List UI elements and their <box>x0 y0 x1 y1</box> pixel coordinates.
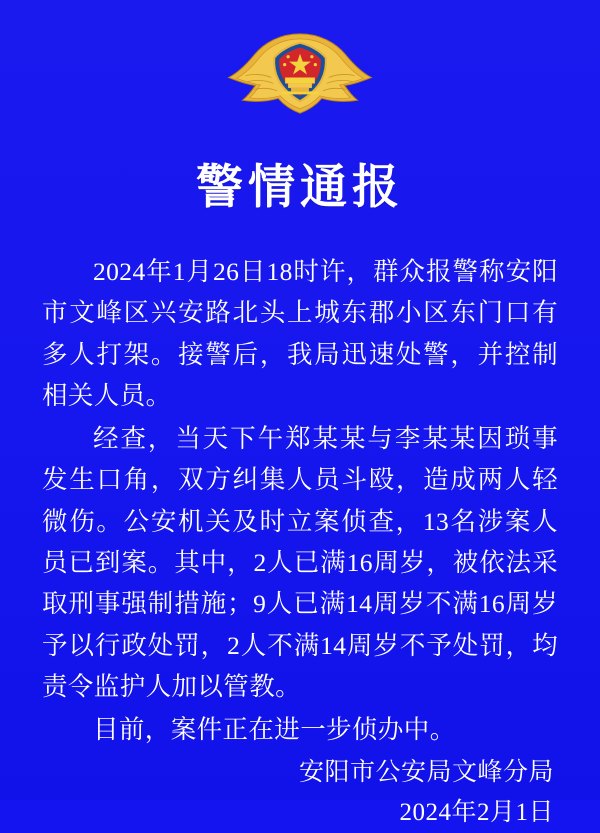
body-paragraph-1: 2024年1月26日18时许，群众报警称安阳市文峰区兴安路北头上城东郡小区东门口有多人打架。接警后，我局迅速处警，并控制相关人员。 <box>42 257 558 410</box>
signature-block <box>42 753 558 833</box>
emblem-container <box>42 26 558 130</box>
issue-date: 2024年2月1日 <box>399 798 554 826</box>
notice-body <box>42 251 558 753</box>
china-police-badge-icon <box>225 26 375 130</box>
issuing-authority: 安阳市公安局文峰分局 <box>298 758 554 786</box>
body-paragraph-2: 经查，当天下午郑某某与李某某因琐事发生口角，双方纠集人员斗殴，造成两人轻微伤。公安机关及时立案侦查，13名涉案人员已到案。其中，2人已满16周岁，被依法采取刑事强制措施；9人已满14周岁不满16周岁予以行政处罚，2人不满14周岁不予处罚，均责令监护人加以管教。 <box>42 424 558 701</box>
page-title: 警情通报 <box>196 162 404 214</box>
body-paragraph-3: 目前，案件正在进一步侦办中。 <box>93 715 456 745</box>
